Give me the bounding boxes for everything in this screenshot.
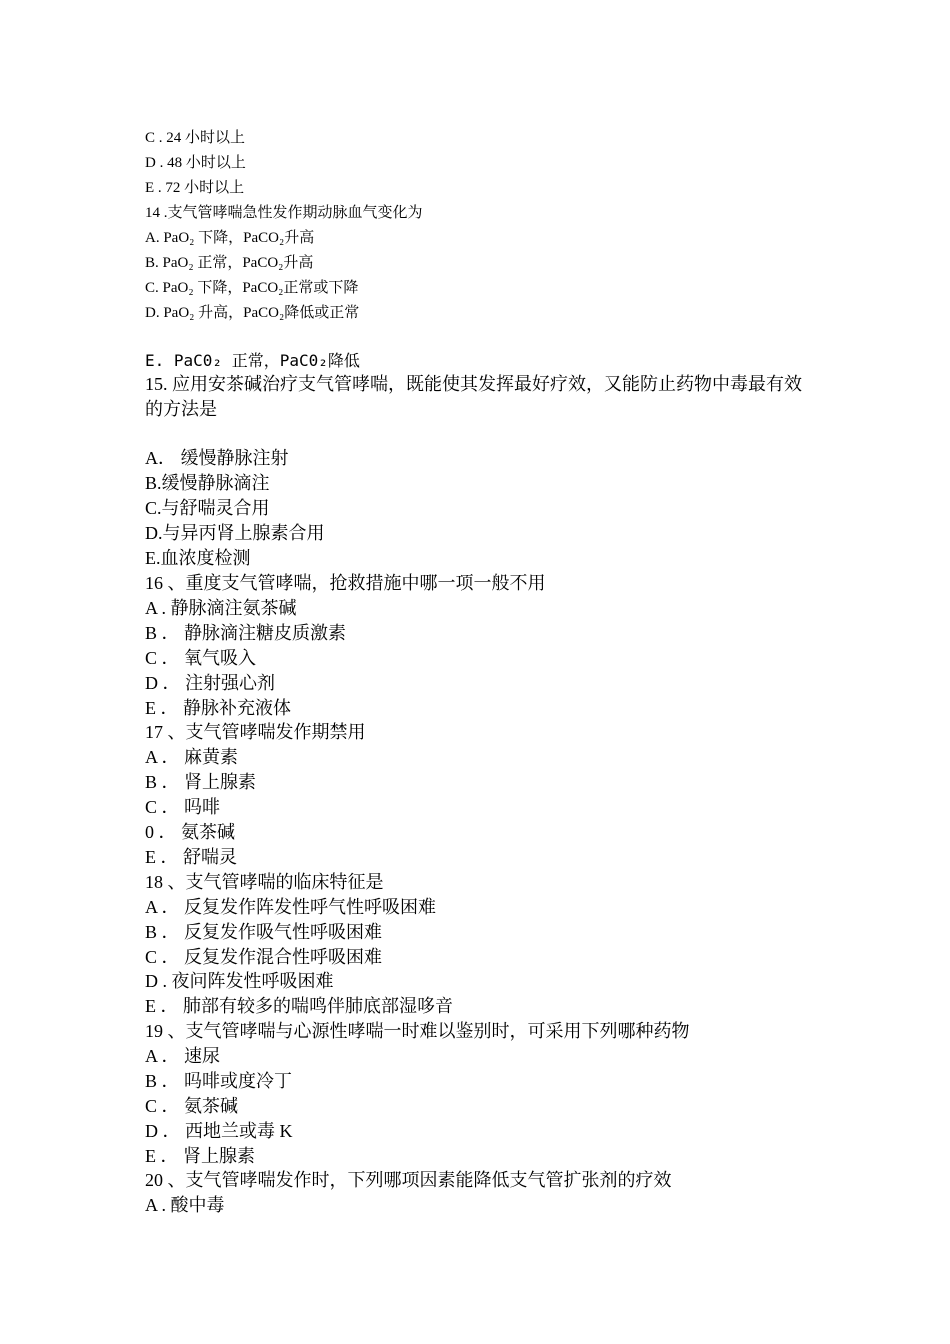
option-line: D.与异丙肾上腺素合用 [145, 523, 325, 543]
option-line: D . 48 小时以上 [145, 155, 246, 171]
option-line: B ． 肾上腺素 [145, 772, 257, 792]
question-line: 14 .支气管哮喘急性发作期动脉血气变化为 [145, 205, 423, 221]
option-line: E ． 肺部有较多的喘鸣伴肺底部湿哆音 [145, 996, 453, 1016]
option-line: 0 ． 氨茶碱 [145, 822, 235, 842]
option-line: C ． 氧气吸入 [145, 648, 257, 668]
option-line: A . 酸中毒 [145, 1195, 225, 1215]
option-line: C.与舒喘灵合用 [145, 498, 270, 518]
option-line: D. PaO₂ 升高，PaCO₂降低或正常 [145, 305, 360, 321]
option-line: B. PaO₂ 正常，PaCO₂升高 [145, 255, 314, 271]
option-line: B ． 吗啡或度冷丁 [145, 1071, 293, 1091]
question-line: 15. 应用安茶碱治疗支气管哮喘，既能使其发挥最好疗效，又能防止药物中毒最有效的方法是 [145, 374, 802, 419]
option-line: D ． 注射强心剂 [145, 673, 275, 693]
question-line: 17 、支气管哮喘发作期禁用 [145, 722, 366, 742]
option-line: C. PaO₂ 下降，PaCO₂正常或下降 [145, 280, 359, 296]
option-line: E. PaC0₂ 正常，PaC0₂降低 [145, 351, 360, 370]
option-line: A ． 反复发作阵发性呼气性呼吸困难 [145, 897, 437, 917]
option-line: E ． 静脉补充液体 [145, 698, 291, 718]
option-line: C ． 反复发作混合性呼吸困难 [145, 947, 383, 967]
option-line: A ． 速尿 [145, 1046, 221, 1066]
question-line: 18 、支气管哮喘的临床特征是 [145, 872, 384, 892]
option-line: B ． 静脉滴注糖皮质激素 [145, 623, 347, 643]
option-line: B.缓慢静脉滴注 [145, 473, 270, 493]
option-line: A . 静脉滴注氨茶碱 [145, 598, 297, 618]
option-line: E ． 肾上腺素 [145, 1146, 255, 1166]
option-line: A ． 麻黄素 [145, 747, 239, 767]
option-line: C ． 氨茶碱 [145, 1096, 239, 1116]
option-line: E ． 舒喘灵 [145, 847, 237, 867]
option-line: E . 72 小时以上 [145, 180, 245, 196]
option-line: C . 24 小时以上 [145, 130, 246, 146]
option-line: E.血浓度检测 [145, 548, 251, 568]
option-line: D . 夜问阵发性呼吸困难 [145, 971, 334, 991]
option-line: A. PaO₂ 下降，PaCO₂升高 [145, 230, 315, 246]
option-line: D ． 西地兰或毒 K [145, 1121, 293, 1141]
question-line: 19 、支气管哮喘与心源性哮喘一时难以鉴别时，可采用下列哪种药物 [145, 1021, 690, 1041]
question-line: 20 、支气管哮喘发作时，下列哪项因素能降低支气管扩张剂的疗效 [145, 1170, 672, 1190]
option-line: C ． 吗啡 [145, 797, 221, 817]
option-line: B ． 反复发作吸气性呼吸困难 [145, 922, 383, 942]
question-line: 16 、重度支气管哮喘，抢救措施中哪一项一般不用 [145, 573, 546, 593]
option-line: A． 缓慢静脉注射 [145, 448, 289, 468]
